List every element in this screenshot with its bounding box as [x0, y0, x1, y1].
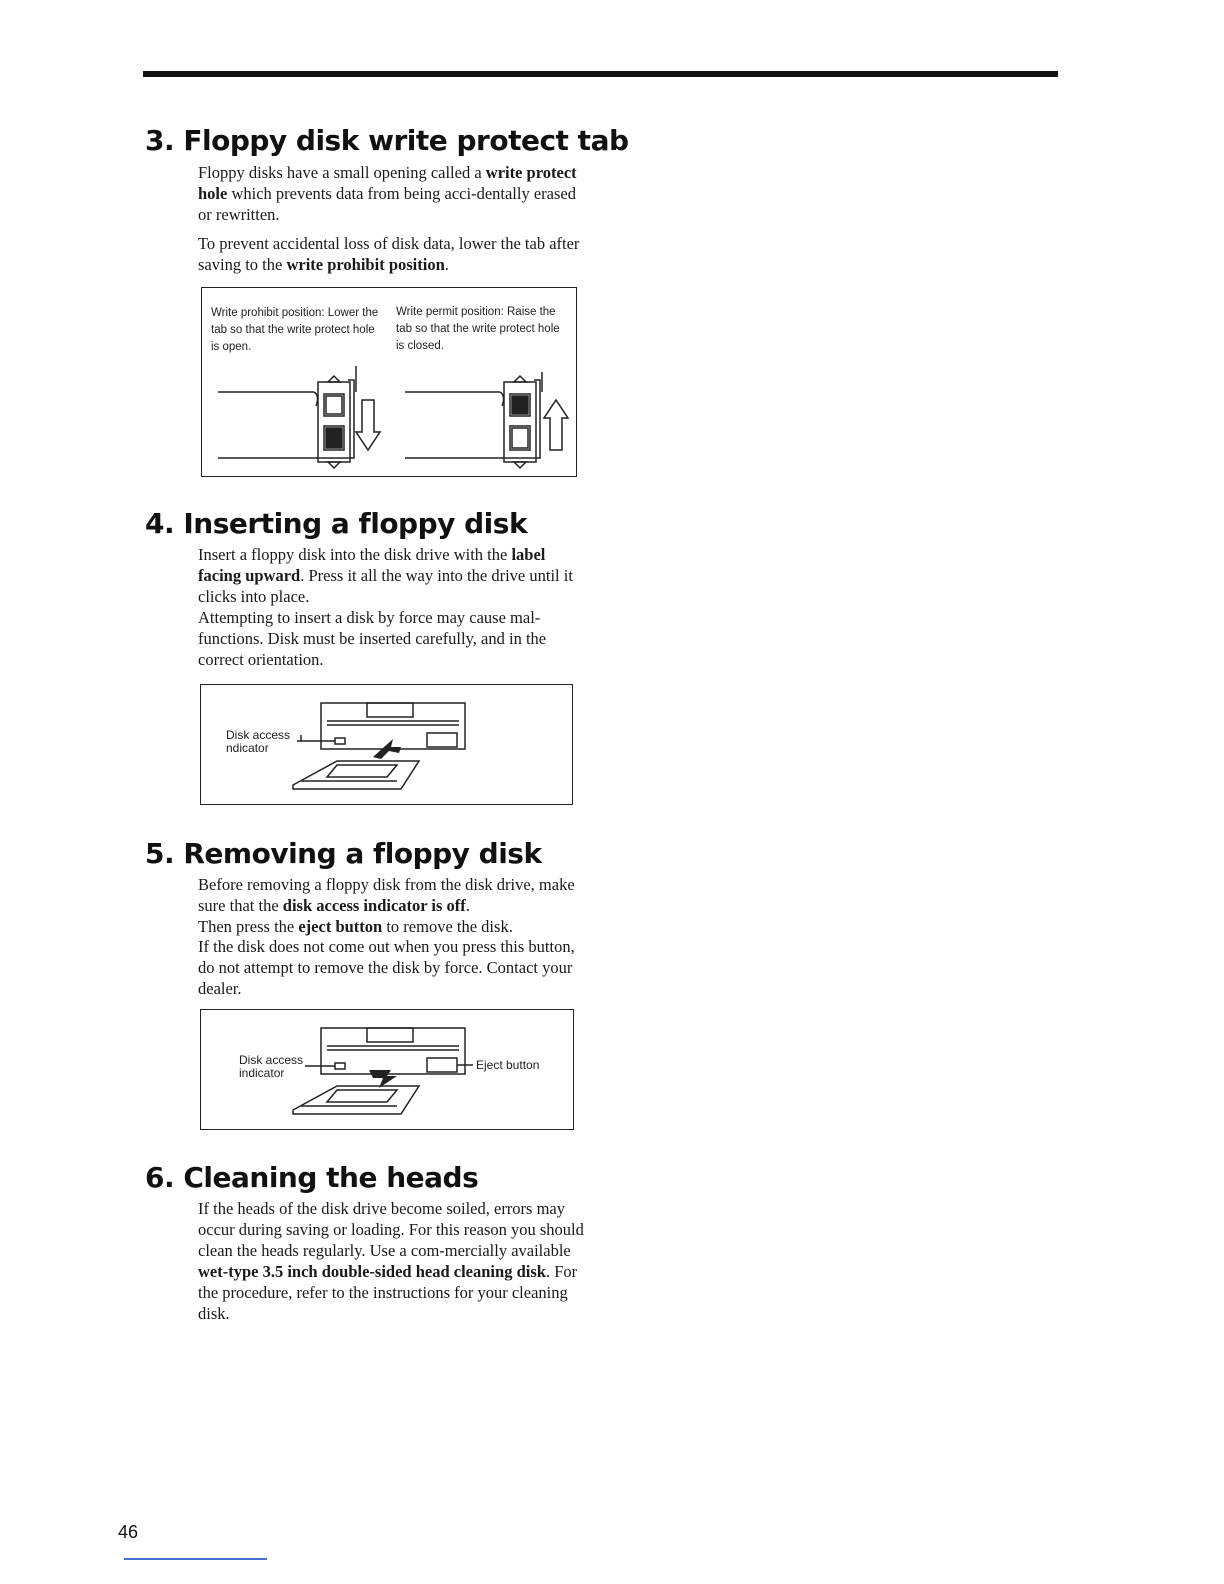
label-line: Disk access — [226, 728, 291, 742]
floppy-disk — [293, 1086, 419, 1114]
text-run: If the heads of the disk drive become soiled, errors may occur during saving or loading. For this reason you should clean the heads regularly. Use a com-mercially available — [198, 1199, 584, 1260]
insert-disk-figure — [200, 684, 573, 805]
disk-drive — [305, 1028, 473, 1074]
section-5-paragraph-1 — [198, 874, 588, 916]
disk-edge-prohibit — [218, 366, 380, 468]
bold-term: disk access indicator is off — [282, 896, 466, 915]
text-run: Before removing a floppy disk from the disk drive, make sure that the — [198, 875, 575, 915]
eject-button-icon — [427, 1058, 457, 1072]
write-protect-figure — [201, 287, 577, 477]
bold-term: wet-type 3.5 inch double-sided head cleaning disk — [198, 1262, 546, 1281]
label-line: ndicator — [226, 741, 269, 755]
remove-diagram — [201, 1010, 573, 1129]
floppy-disk — [293, 761, 419, 789]
bold-term: eject button — [298, 917, 383, 936]
write-permit-caption: Write permit position: Raise the tab so that the write protect hole is closed. — [396, 306, 560, 352]
bold-term: write prohibit position — [286, 255, 445, 274]
text-run: Then press the — [198, 917, 299, 936]
disk-edge-permit — [405, 372, 568, 468]
text-run: which prevents data from being acci-dentally erased or rewritten. — [198, 184, 576, 224]
access-indicator-icon — [335, 1063, 345, 1069]
section-6-title: 6. Cleaning the heads — [145, 1161, 479, 1194]
eject-button-icon — [427, 733, 457, 747]
section-5-title: 5. Removing a floppy disk — [145, 837, 542, 870]
insert-diagram — [201, 685, 572, 804]
write-protect-diagram — [202, 288, 576, 476]
section-4-title: 4. Inserting a floppy disk — [145, 507, 528, 540]
remove-disk-figure — [200, 1009, 574, 1130]
text-run: to remove the disk. — [382, 917, 513, 936]
bold-term: write protect hole — [198, 163, 577, 203]
section-3-paragraph-2 — [198, 233, 588, 275]
access-indicator-icon — [335, 738, 345, 744]
section-3-paragraph-1 — [198, 162, 588, 225]
text-run: Insert a floppy disk into the disk drive with the — [198, 545, 512, 564]
label-line: indicator — [239, 1066, 285, 1080]
disk-drive — [297, 703, 465, 749]
section-5-paragraph-2 — [198, 916, 588, 937]
page-number: 46 — [118, 1522, 139, 1542]
section-4-paragraph-2: Attempting to insert a disk by force may cause mal-functions. Disk must be inserted carefully, and in the correct orientation. — [198, 608, 547, 669]
text-run: . Press it all the way into the drive until it clicks into place. — [198, 566, 573, 606]
section-6-paragraph-1 — [198, 1198, 588, 1324]
write-prohibit-caption: Write prohibit position: Lower the tab so that the write protect hole is open. — [211, 307, 379, 353]
eject-button-label: Eject button — [476, 1058, 540, 1072]
bottom-edge-line — [124, 1558, 267, 1560]
section-3-title: 3. Floppy disk write protect tab — [145, 124, 629, 157]
text-run: . — [444, 255, 449, 274]
top-rule — [143, 71, 1058, 77]
section-5-paragraph-3: If the disk does not come out when you press this button, do not attempt to remove the disk by force. Contact your dealer. — [198, 937, 575, 998]
label-line: Disk access — [239, 1053, 304, 1067]
text-run: To prevent accidental loss of disk data, lower the tab after saving to the — [198, 234, 580, 274]
bold-term: label facing upward — [198, 545, 546, 585]
text-run: Floppy disks have a small opening called a — [198, 163, 486, 182]
text-run: . — [465, 896, 470, 915]
text-run: . For the procedure, refer to the instructions for your cleaning disk. — [198, 1262, 578, 1323]
section-4-paragraph-1 — [198, 544, 588, 607]
